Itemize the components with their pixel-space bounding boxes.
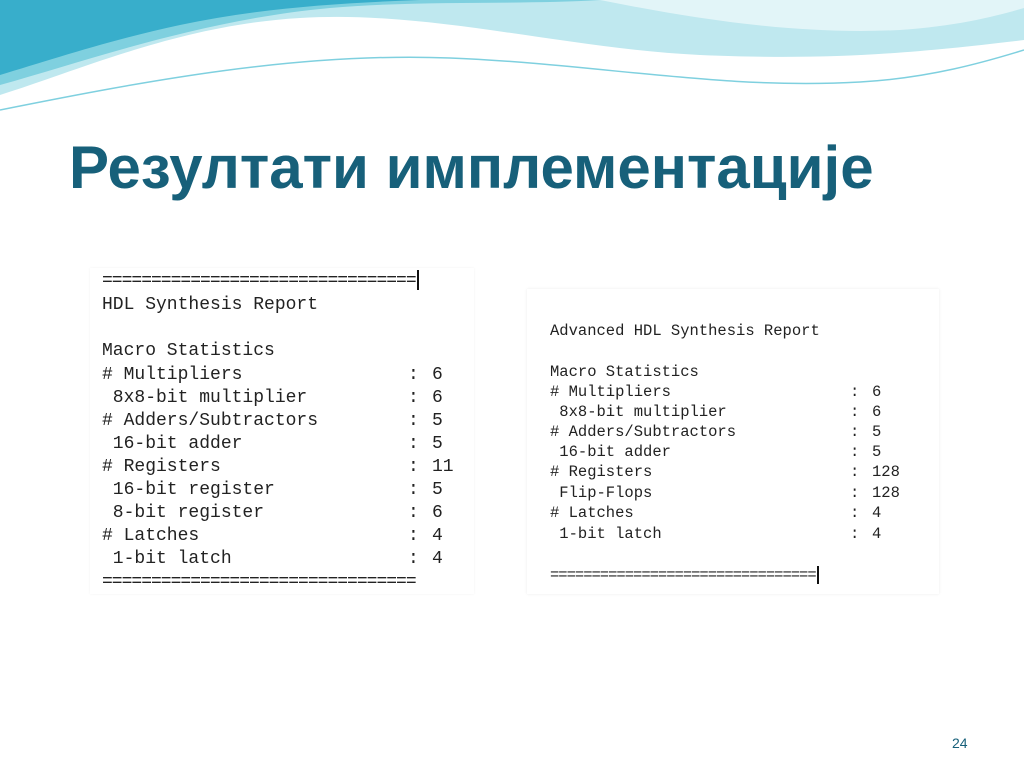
- report-heading: Advanced HDL Synthesis Report: [550, 322, 820, 340]
- header-wave-decoration: [0, 0, 1024, 130]
- advanced-hdl-synthesis-report-panel: Advanced HDL Synthesis Report Macro Statistics # Multipliers : 6 8x8-bit multiplier : 6 # Adders/Subtractors : 5 16-bit adder : 5 # Registers : 128 Flip-Flops : 128 # Latches : 4 1-bit latch : 4 ================================: [527, 289, 939, 594]
- page-number: 24: [952, 735, 968, 751]
- macro-statistics-heading: Macro Statistics: [102, 341, 275, 361]
- text-cursor: [817, 566, 819, 584]
- report-bottom-rule: ================================: [102, 572, 416, 592]
- report-top-rule: ================================: [102, 270, 419, 293]
- report-bottom-rule: ================================: [550, 565, 819, 585]
- slide-title: Резултати имплементације: [69, 134, 874, 201]
- report-heading: HDL Synthesis Report: [102, 295, 319, 315]
- hdl-synthesis-report-panel: ================================ HDL Synthesis Report Macro Statistics # Multipliers : 6 8x8-bit multiplier : 6 # Adders/Subtractors : 5 16-bit adder : 5 # Registers : 11 16-bit register : 5 8-bit register : 6 # Latches : 4 1-bit latch : 4 ================================: [90, 268, 474, 594]
- macro-statistics-heading: Macro Statistics: [550, 363, 699, 381]
- text-cursor: [417, 270, 419, 290]
